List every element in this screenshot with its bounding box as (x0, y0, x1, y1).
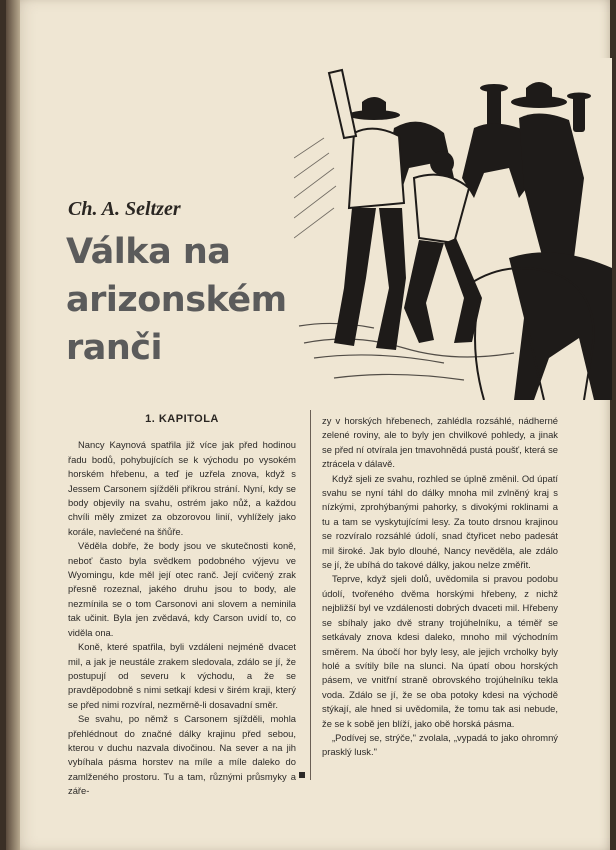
page-title: Válka na arizonském ranči (66, 232, 287, 368)
paragraph: Koně, které spatřila, byli vzdáleni nejméně dvacet mil, a jak je neustále zrakem sledovala, zdálo se jí, že postupují od severu k východu, a že se pravděpodobně s nimi setkají kdesi v širém kraji, který se před nimi rozvíral, nezměrně-li dosavadní směr. (68, 641, 296, 710)
paragraph: zy v horských hřebenech, zahlédla rozsáhlé, nádherné zelené roviny, ale to byly jen chvilkové pohledy, a jinak se před ní otvírala jen tmavohnědá pustá poušť, která se ztrácela v dálavě. (322, 415, 558, 470)
column-divider (310, 410, 311, 780)
right-text-column (322, 414, 558, 760)
cowboy-fight-illustration (294, 58, 612, 400)
book-page (6, 0, 610, 850)
paragraph: Teprve, když sjeli dolů, uvědomila si pravou podobu údolí, tvořeného dvěma horskými hřebeny, z nichž nejbližší byl ve vzdálenosti dobrých dvaceti mil. Hřebeny se sbíhaly jako dvě strany trojúhelníku, a téměř se setkávaly znova kdesi daleko, mnoho mil východním směrem. Na úbočí hor byly lesy, ale jejich vrcholky byly holé a svítily bíle na slunci. Na úpatí obou horských pásem, ve vnitřní straně obrovského trojúhelníku tekla voda. Zdálo se jí, že se oba potoky kdesi na východě stýkají, ale hned si uvědomila, že tomu tak asi nebude, že se k sobě jen blíží, jako obě horská pásma. (322, 573, 558, 729)
paragraph: „Podívej se, strýče," zvolala, „vypadá to jako ohromný prasklý lusk." (322, 731, 558, 758)
book-spine-shadow (6, 0, 20, 850)
author-name: Ch. A. Seltzer (68, 198, 181, 220)
left-text-column (68, 412, 296, 799)
paragraph: Když sjeli ze svahu, rozhled se úplně změnil. Od úpatí svahu se nyní táhl do dálky mnoha mil zvlněný kraj s nízkými, zprohýbanými pahorky, s divokými roklinami a tu a tam se vyskytujícími lesy. Za touto drsnou krajinou se rozvíralo rozsáhlé údolí, snad čtyřicet nebo padesát mil široké. Jak bylo dlouhé, Nancy nevěděla, ale zdálo se jí, že ubíhá do takové dálky, jakou nelze změřit. (322, 472, 558, 571)
chapter-heading: 1. KAPITOLA (145, 413, 219, 425)
paragraph: Nancy Kaynová spatřila již více jak před hodinou řadu bodů, pohybujících se k východu po vysokém horském hřebenu, a teď je uzřela znova, když s Jessem Carsonem sjížděli příkrou strání. Nyní, kdy se body objevily na svahu, ostrém jako nůž, a každou chvíli měly zmizet za obzorovou linií, vyhlížely jako korále, navlečené na šňůře. (68, 439, 296, 537)
paragraph: Se svahu, po němž s Carsonem sjížděli, mohla přehlédnout do značné dálky krajinu před sebou, kterou v duchu nazvala divočinou. Na sever a na jih vybíhala pásma horstev na míle a míle daleko do zamlženého prostoru. Tu a tam, různými průsmyky a záře- (68, 713, 296, 797)
paragraph: Věděla dobře, že body jsou ve skutečnosti koně, neboť často byla svědkem podobného výjevu ve Wyomingu, kde měl její otec ranč. Její cvičený zrak přesně rozeznal, jakého druhu jsou to body, ale nezmínila se o tom Carsonovi ani slovem a neminila tak učinit. Byla jen zvědavá, kdy Carson uvidí to, co viděla ona. (68, 540, 296, 638)
column-end-mark (299, 772, 305, 778)
